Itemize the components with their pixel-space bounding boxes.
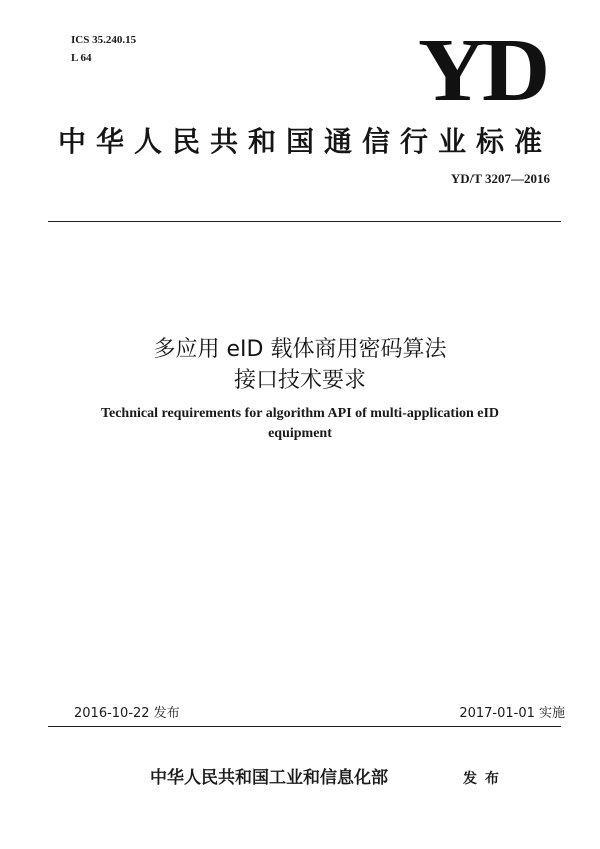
title-en-line1: Technical requirements for algorithm API of multi-application eID — [100, 406, 500, 421]
title-cn-line2: 接口技术要求 — [233, 368, 366, 393]
publish-label: 发布 — [463, 771, 507, 787]
yd-logo: YD — [418, 21, 547, 120]
title-en-line2: equipment — [268, 426, 332, 441]
standard-number: YD/T 3207—2016 — [450, 171, 550, 186]
top-divider — [48, 221, 561, 222]
ics-code: ICS 35.240.15 — [71, 34, 137, 46]
bottom-divider — [48, 726, 561, 727]
issuing-authority: 中华人民共和国工业和信息化部 — [150, 768, 388, 788]
title-cn-line1: 多应用 eID 载体商用密码算法 — [153, 337, 447, 362]
implementation-date: 2017-01-01 实施 — [459, 706, 565, 721]
classification-code: L 64 — [71, 52, 92, 64]
standard-name: 中华人民共和国通信行业标准 — [58, 125, 553, 158]
issue-date: 2016-10-22 发布 — [74, 706, 180, 721]
